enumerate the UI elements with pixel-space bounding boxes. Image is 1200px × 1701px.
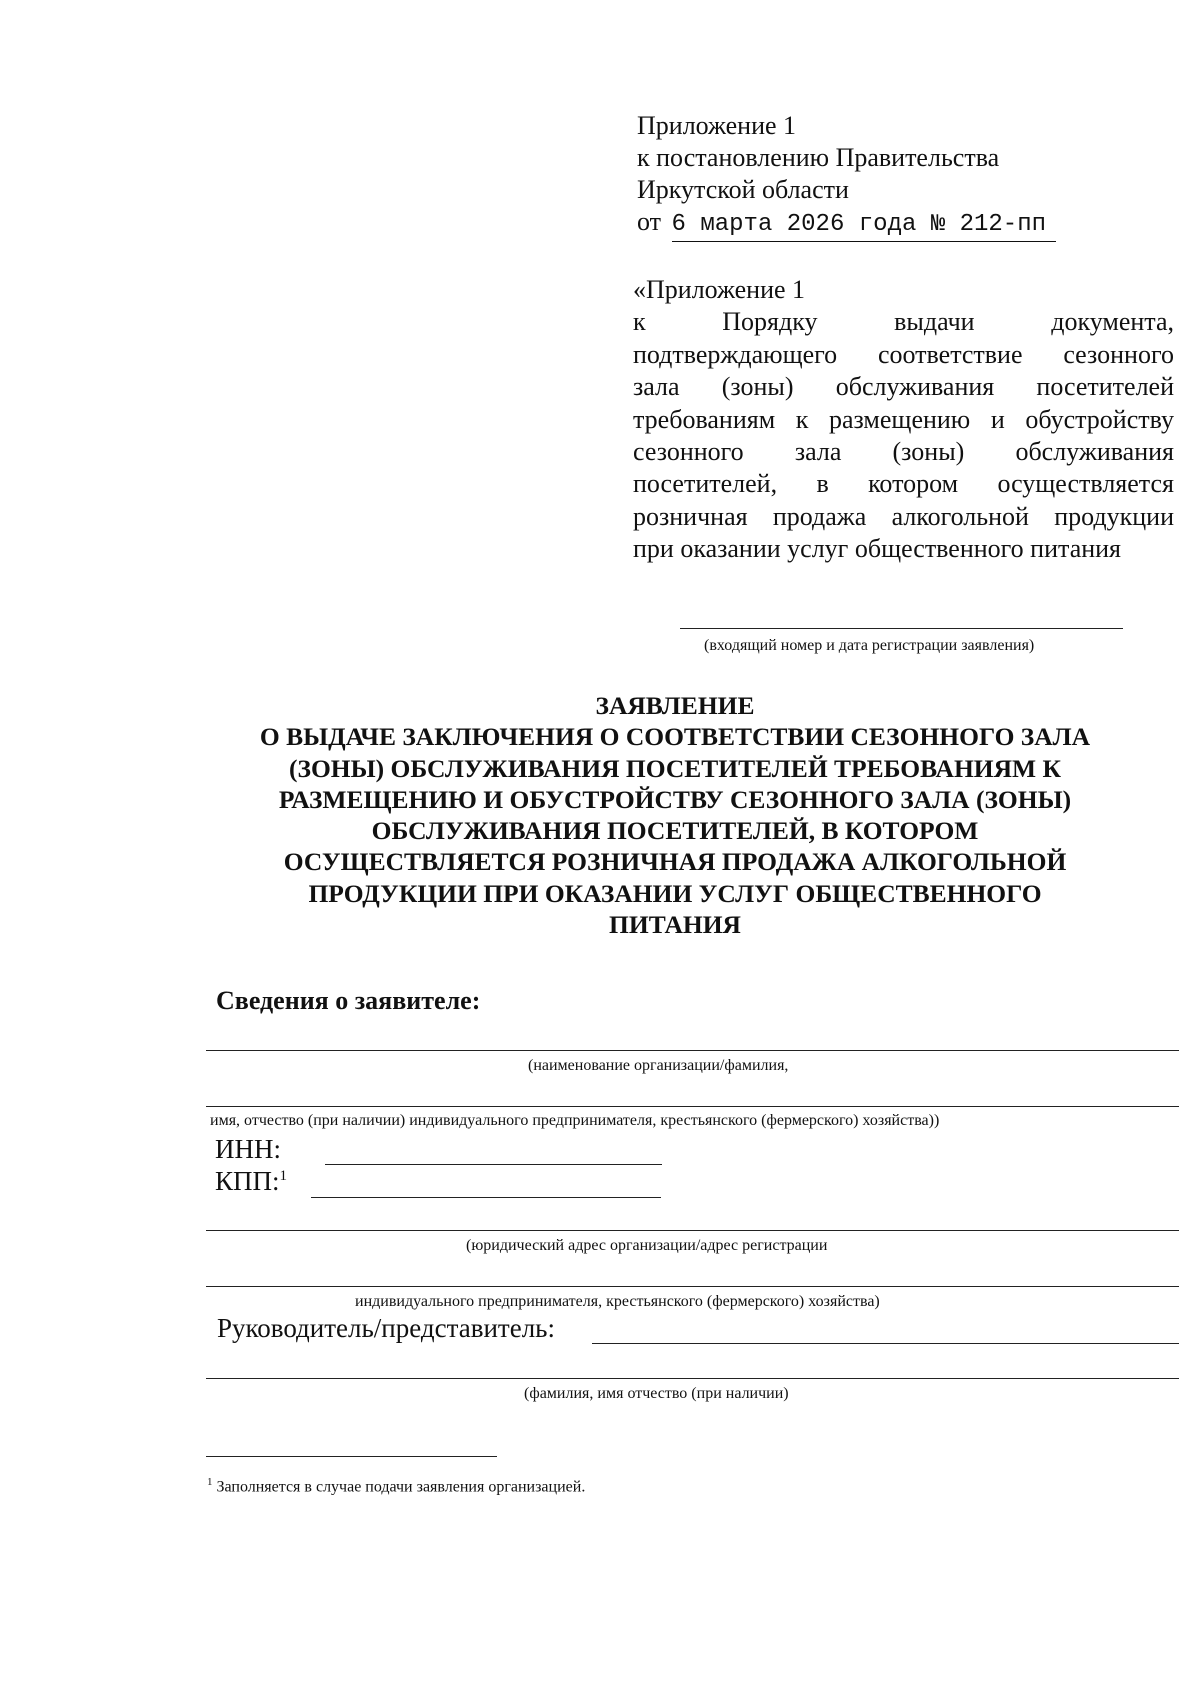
- registration-caption: (входящий номер и дата регистрации заявления): [704, 637, 1035, 654]
- appendix-line: посетителей, в котором осуществляется: [633, 469, 1174, 499]
- footnote-mark: 1: [207, 1476, 213, 1488]
- appendix-line: розничная продажа алкогольной продукции: [633, 501, 1174, 531]
- title-line: О ВЫДАЧЕ ЗАКЛЮЧЕНИЯ О СООТВЕТСТВИИ СЕЗОННОГО ЗАЛА: [259, 722, 1091, 752]
- head-name-field-line[interactable]: [206, 1378, 1179, 1379]
- kpp-label: КПП:: [215, 1166, 280, 1196]
- address-field-line-2[interactable]: [206, 1286, 1179, 1287]
- appendix-reference-block: [633, 274, 1174, 566]
- footnote-text: Заполняется в случае подачи заявления организацией.: [216, 1478, 586, 1496]
- resolution-date-row: [637, 206, 1056, 242]
- title-line: ПИТАНИЯ: [609, 910, 741, 940]
- title-line: РАЗМЕЩЕНИЮ И ОБУСТРОЙСТВУ СЕЗОННОГО ЗАЛА (ЗОНЫ): [278, 784, 1072, 814]
- head-representative-field-line[interactable]: [592, 1343, 1179, 1344]
- title-line: ПРОДУКЦИИ ПРИ ОКАЗАНИИ УСЛУГ ОБЩЕСТВЕННОГО: [308, 878, 1042, 908]
- appendix-line: сезонного зала (зоны) обслуживания: [633, 437, 1174, 467]
- title-line: (ЗОНЫ) ОБСЛУЖИВАНИЯ ПОСЕТИТЕЛЕЙ ТРЕБОВАНИЯМ К: [289, 753, 1061, 783]
- appendix-number: Приложение 1: [637, 111, 797, 140]
- kpp-footnote-mark: 1: [279, 1168, 288, 1184]
- inn-field-line[interactable]: [325, 1164, 662, 1165]
- appendix-line: при оказании услуг общественного питания: [633, 534, 1122, 564]
- resolution-date-value: 6 марта 2026 года № 212-пп: [672, 209, 1056, 242]
- applicant-info-heading: Сведения о заявителе:: [216, 986, 481, 1015]
- region-name: Иркутской области: [637, 175, 849, 204]
- appendix-line: к Порядку выдачи документа,: [633, 307, 1174, 337]
- applicant-name-field-line[interactable]: [206, 1050, 1179, 1051]
- applicant-name-caption: (наименование организации/фамилия,: [528, 1057, 789, 1074]
- kpp-field-line[interactable]: [311, 1197, 661, 1198]
- document-title: [190, 690, 1160, 940]
- appendix-line: зала (зоны) обслуживания посетителей: [633, 372, 1174, 402]
- footnote-separator: [206, 1456, 497, 1457]
- applicant-name-field-line-2[interactable]: [206, 1106, 1179, 1107]
- address-field-line[interactable]: [206, 1230, 1179, 1231]
- address-caption-2: индивидуального предпринимателя, крестьянского (фермерского) хозяйства): [355, 1293, 880, 1310]
- appendix-line: требованиям к размещению и обустройству: [633, 404, 1174, 434]
- title-line: ОСУЩЕСТВЛЯЕТСЯ РОЗНИЧНАЯ ПРОДАЖА АЛКОГОЛЬНОЙ: [283, 847, 1067, 877]
- address-caption: (юридический адрес организации/адрес регистрации: [466, 1237, 828, 1254]
- title-line: ЗАЯВЛЕНИЕ: [595, 691, 755, 720]
- appendix-line: подтверждающего соответствие сезонного: [633, 339, 1174, 369]
- resolution-reference: к постановлению Правительства: [637, 143, 1000, 172]
- kpp-label-row: [215, 1166, 287, 1197]
- head-name-caption: (фамилия, имя отчество (при наличии): [524, 1385, 789, 1402]
- appendix-line: «Приложение 1: [633, 275, 806, 304]
- head-representative-label: Руководитель/представитель:: [217, 1313, 555, 1343]
- date-prefix: от: [637, 207, 662, 236]
- title-line: ОБСЛУЖИВАНИЯ ПОСЕТИТЕЛЕЙ, В КОТОРОМ: [371, 816, 979, 846]
- footnote: [207, 1472, 585, 1497]
- applicant-name-caption-2: имя, отчество (при наличии) индивидуального предпринимателя, крестьянского (фермерского) хозяйства)): [210, 1112, 940, 1129]
- registration-field-line[interactable]: [680, 628, 1123, 629]
- inn-label: ИНН:: [215, 1134, 281, 1164]
